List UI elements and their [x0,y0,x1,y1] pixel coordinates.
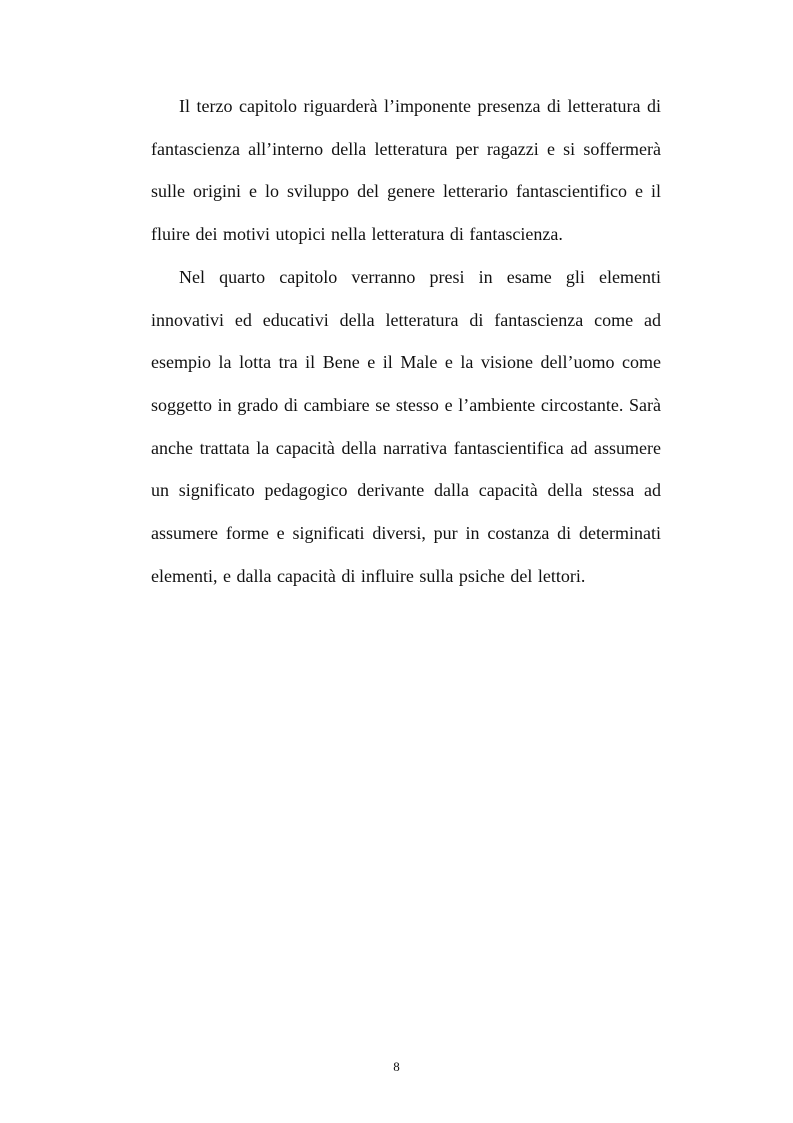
body-text [151,85,661,597]
paragraph-third-chapter: Il terzo capitolo riguarderà l’imponente presenza di letteratura di fantascienza all’interno della letteratura per ragazzi e si soffermerà sulle origini e lo sviluppo del genere letterario fantascientifico e il fluire dei motivi utopici nella letteratura di fantascienza. [151,96,661,245]
paragraph-fourth-chapter: Nel quarto capitolo verranno presi in esame gli elementi innovativi ed educativi della letteratura di fantascienza come ad esempio la lotta tra il Bene e il Male e la visione dell’uomo come soggetto in grado di cambiare se stesso e l’ambiente circostante. Sarà anche trattata la capacità della narrativa fantascientifica ad assumere un significato pedagogico derivante dalla capacità della stessa ad assumere forme e significati diversi, pur in costanza di determinati elementi, e dalla capacità di influire sulla psiche del lettori. [151,266,661,586]
page-number: 8 [393,1059,400,1074]
